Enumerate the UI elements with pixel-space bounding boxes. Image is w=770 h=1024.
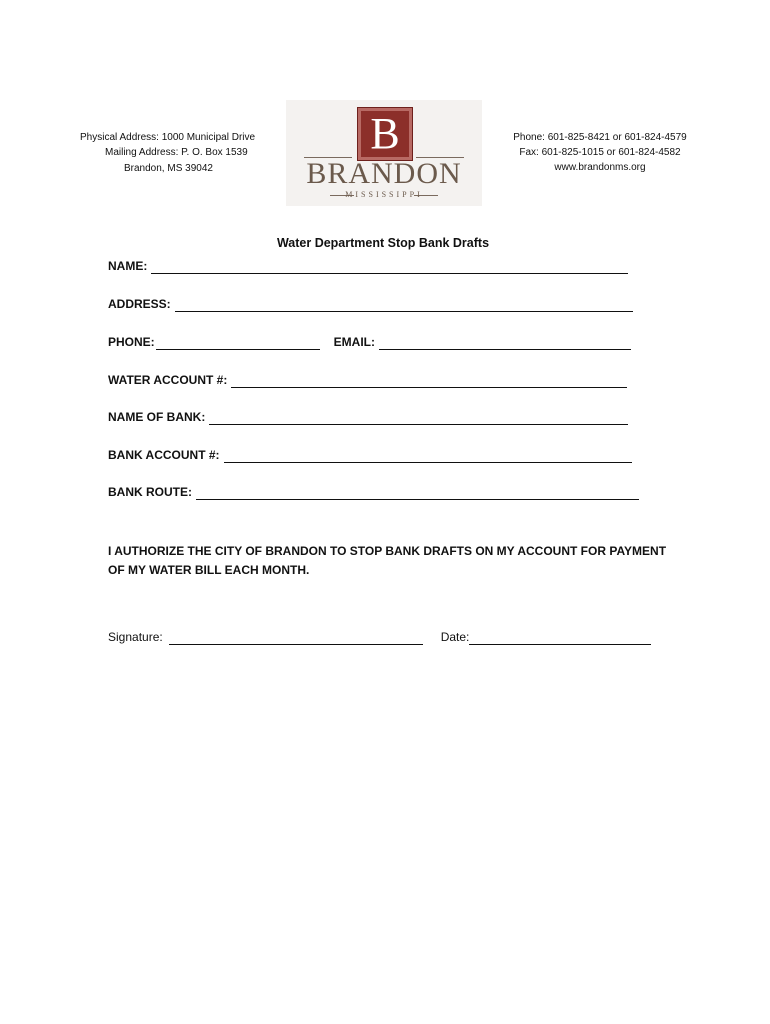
city-state-zip: Brandon, MS 39042 [124, 163, 213, 174]
date-field[interactable] [469, 631, 651, 645]
name-label: NAME: [108, 259, 148, 273]
bank-route-row [108, 484, 639, 500]
authorization-statement: I AUTHORIZE THE CITY OF BRANDON TO STOP BANK DRAFTS ON MY ACCOUNT FOR PAYMENT OF MY WATER BILL EACH MONTH. [108, 544, 667, 577]
bank-name-field[interactable] [209, 411, 628, 425]
bank-route-label: BANK ROUTE: [108, 485, 192, 499]
fax-numbers: Fax: 601-825-1015 or 601-824-4582 [519, 147, 681, 158]
water-account-field[interactable] [231, 374, 627, 388]
phone-numbers: Phone: 601-825-8421 or 601-824-4579 [513, 132, 687, 143]
email-field[interactable] [379, 336, 631, 350]
logo-letter: B [370, 109, 400, 158]
phone-field[interactable] [156, 336, 320, 350]
brandon-logo [286, 100, 482, 206]
phone-label: PHONE: [108, 335, 155, 349]
address-field-row [108, 296, 633, 312]
physical-address: Physical Address: 1000 Municipal Drive [80, 132, 256, 143]
mailing-address: Mailing Address: P. O. Box 1539 [105, 147, 248, 158]
address-label: ADDRESS: [108, 297, 171, 311]
bank-route-field[interactable] [196, 486, 639, 500]
logo-wordmark: BRANDON [306, 157, 462, 190]
logo-emblem [357, 107, 413, 161]
water-account-label: WATER ACCOUNT #: [108, 373, 228, 387]
physical-mailing-address [80, 130, 270, 176]
water-account-row [108, 372, 627, 388]
email-label: EMAIL: [333, 335, 375, 349]
name-field-row [108, 258, 628, 274]
contact-info [500, 130, 700, 175]
signature-date-row [108, 629, 651, 645]
website: www.brandonms.org [554, 162, 646, 173]
phone-email-row [108, 334, 631, 350]
date-label: Date: [440, 630, 470, 644]
bank-account-field[interactable] [224, 449, 632, 463]
bank-account-row [108, 447, 632, 463]
bank-name-label: NAME OF BANK: [108, 410, 206, 424]
logo-state: MISSISSIPPI [345, 190, 423, 199]
address-field[interactable] [175, 298, 633, 312]
bank-account-label: BANK ACCOUNT #: [108, 448, 220, 462]
form-title: Water Department Stop Bank Drafts [276, 236, 490, 250]
name-field[interactable] [151, 260, 628, 274]
signature-field[interactable] [169, 631, 423, 645]
bank-name-row [108, 409, 628, 425]
signature-label: Signature: [108, 630, 163, 644]
